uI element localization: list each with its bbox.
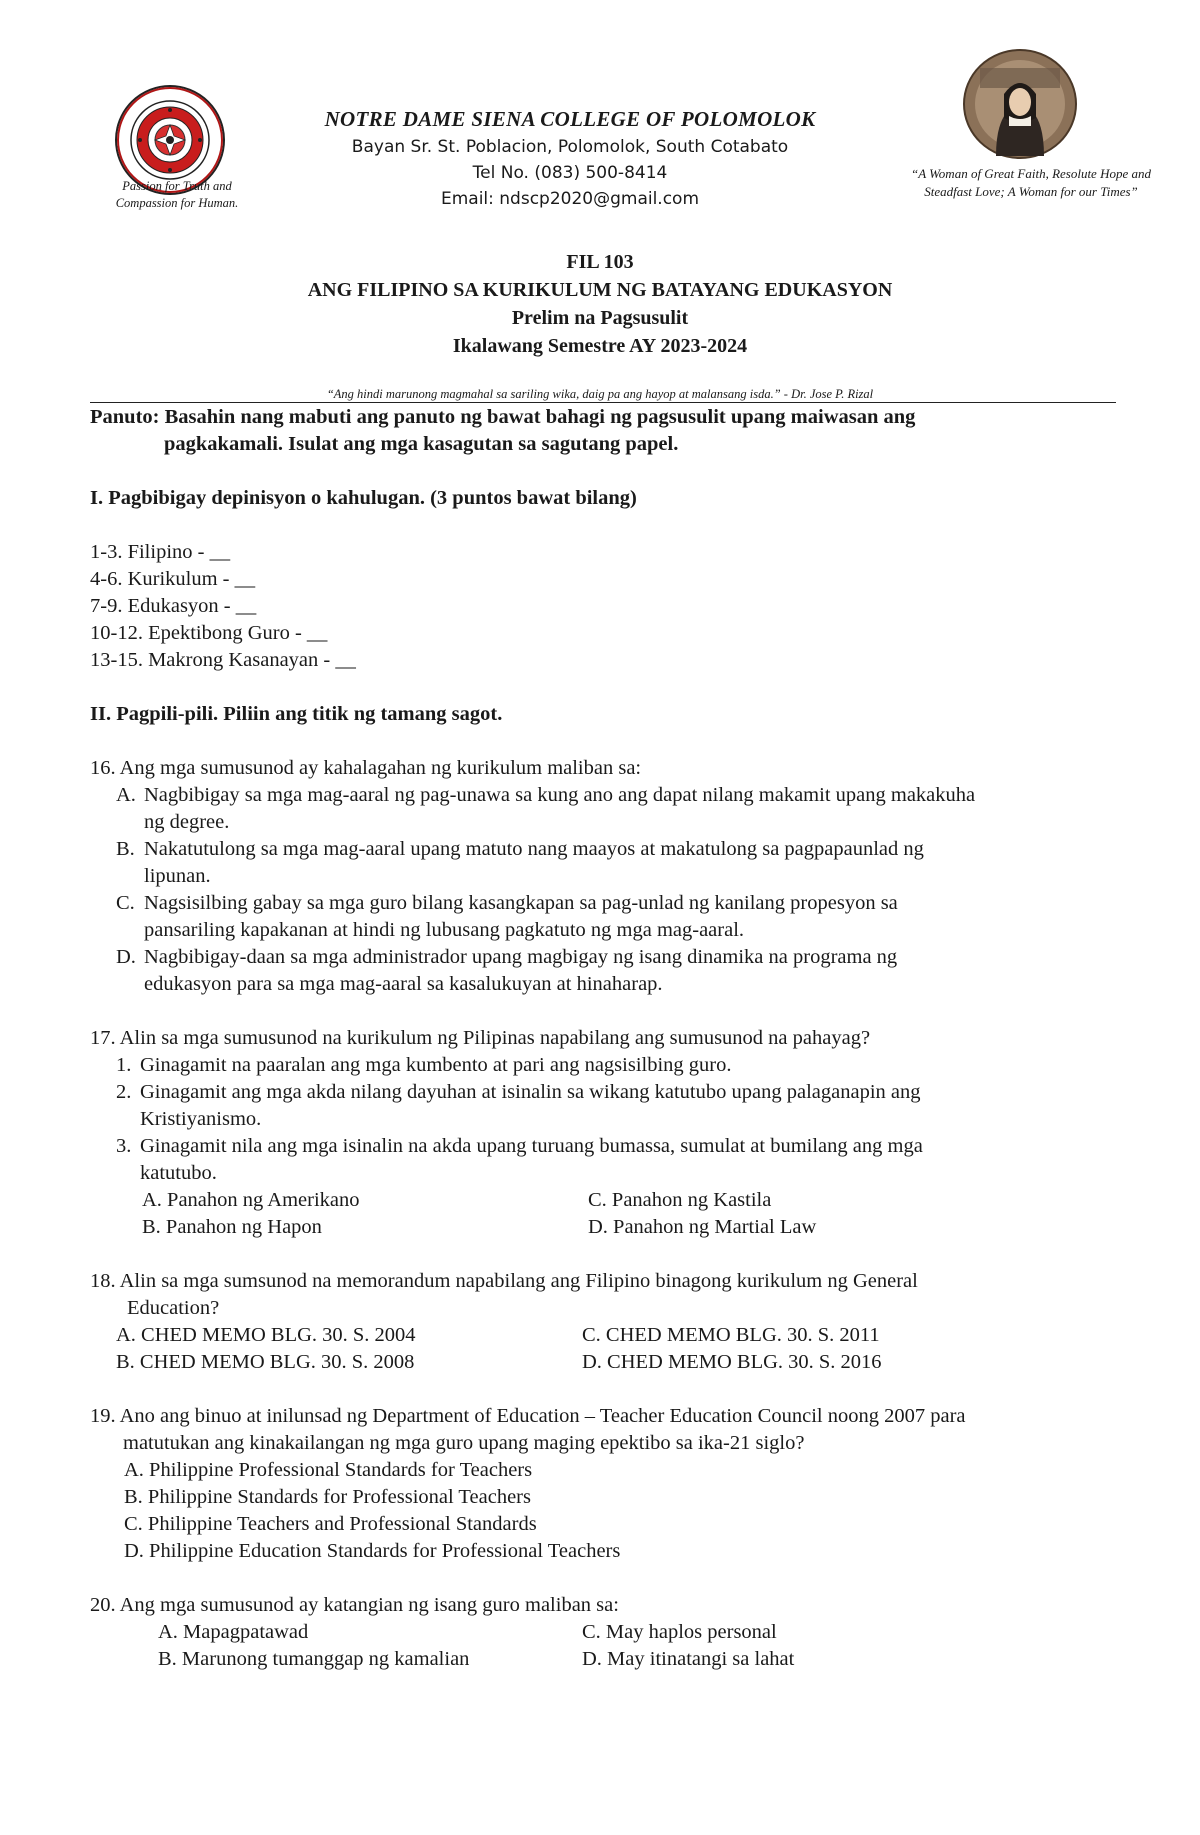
school-email: Email: ndscp2020@gmail.com — [440, 189, 700, 209]
college-motto — [92, 178, 262, 212]
q19-options — [90, 1457, 1120, 1565]
q20-choice-a: A. Mapagpatawad — [158, 1621, 309, 1643]
option-text: ng degree. — [144, 811, 230, 833]
option-text: edukasyon para sa mga mag-aaral sa kasalukuyan at hinaharap. — [144, 973, 663, 995]
q17-statements — [90, 1052, 1120, 1187]
statement-label: 1. — [116, 1054, 132, 1076]
q20-choices — [90, 1619, 1120, 1673]
school-name: NOTRE DAME SIENA COLLEGE OF POLOMOLOK — [324, 107, 816, 131]
exam-name: Prelim na Pagsusulit — [511, 307, 689, 329]
option-text: Nagbibigay sa mga mag-aaral ng pag-unawa sa kung ano ang dapat nilang makamit upang makakuha — [144, 784, 976, 806]
q17-stem: 17. Alin sa mga sumusunod na kurikulum ng Pilipinas napabilang ang sumusunod na pahayag? — [90, 1027, 871, 1049]
statement-label: 3. — [116, 1135, 132, 1157]
instructions — [90, 404, 1120, 431]
q18-stem-cont: Education? — [127, 1297, 220, 1319]
part1-item: 13-15. Makrong Kasanayan - __ — [90, 649, 356, 671]
instructions-text: Basahin nang mabuti ang panuto ng bawat bahagi ng pagsusulit upang maiwasan ang — [159, 406, 916, 428]
exam-body — [90, 404, 1120, 1673]
option-label: A. — [116, 784, 136, 806]
school-address: Bayan Sr. St. Poblacion, Polomolok, South Cotabato — [351, 137, 789, 157]
statement-text: Kristiyanismo. — [140, 1108, 262, 1130]
instructions-cont: pagkakamali. Isulat ang mga kasagutan sa sagutang papel. — [164, 433, 679, 455]
option-label: B. — [116, 838, 135, 860]
instructions-label: Panuto: — [90, 406, 160, 428]
q19-option-b: B. Philippine Standards for Professional Teachers — [124, 1486, 531, 1508]
q19-stem: 19. Ano ang binuo at inilunsad ng Department of Education – Teacher Education Council noong 2007 para — [90, 1405, 966, 1427]
q18-choice-c: C. CHED MEMO BLG. 30. S. 2011 — [582, 1324, 880, 1346]
q20-choice-c: C. May haplos personal — [582, 1621, 777, 1643]
motto-line: Compassion for Human. — [115, 196, 239, 210]
q18-choice-d: D. CHED MEMO BLG. 30. S. 2016 — [582, 1351, 882, 1373]
q17-choices — [90, 1187, 1120, 1241]
q17-statement-3 — [116, 1133, 1120, 1187]
exam-term: Ikalawang Semestre AY 2023-2024 — [452, 335, 748, 357]
rizal-quote: “Ang hindi marunong magmahal sa sariling wika, daig pa ang hayop at malansang isda.” - Dr. Jose P. Rizal — [326, 387, 874, 401]
q20-stem: 20. Ang mga sumusunod ay katangian ng isang guro maliban sa: — [90, 1594, 619, 1616]
patron-portrait — [962, 48, 1078, 160]
q17-statement-1 — [116, 1052, 1120, 1079]
option-text: Nagsisilbing gabay sa mga guro bilang kasangkapan sa pag-unlad ng kanilang propesyon sa — [144, 892, 898, 914]
motto-line: Steadfast Love; A Woman for our Times” — [924, 184, 1138, 199]
q16-option-c — [116, 890, 1120, 944]
q19-option-a: A. Philippine Professional Standards for Teachers — [124, 1459, 533, 1481]
q20-choice-d: D. May itinatangi sa lahat — [582, 1648, 795, 1670]
part1-heading: I. Pagbibigay depinisyon o kahulugan. (3 puntos bawat bilang) — [90, 487, 637, 509]
q19-option-d: D. Philippine Education Standards for Professional Teachers — [124, 1540, 621, 1562]
course-subject: ANG FILIPINO SA KURIKULUM NG BATAYANG EDUKASYON — [307, 279, 893, 301]
q16-options — [90, 782, 1120, 998]
option-label: D. — [116, 946, 136, 968]
part1-item: 10-12. Epektibong Guro - __ — [90, 622, 328, 644]
q17-choice-c: C. Panahon ng Kastila — [588, 1189, 772, 1211]
option-label: C. — [116, 892, 135, 914]
q17-choice-a: A. Panahon ng Amerikano — [142, 1189, 360, 1211]
statement-text: Ginagamit nila ang mga isinalin na akda upang turuang bumassa, sumulat at bumilang ang mga — [140, 1135, 923, 1157]
q18-choice-a: A. CHED MEMO BLG. 30. S. 2004 — [116, 1324, 416, 1346]
statement-text: katutubo. — [140, 1162, 217, 1184]
q16-option-d — [116, 944, 1120, 998]
divider — [90, 402, 1116, 403]
option-text: Nakatutulong sa mga mag-aaral upang matuto nang maayos at makatulong sa pagpapaunlad ng — [144, 838, 924, 860]
q18-stem: 18. Alin sa mga sumsunod na memorandum napabilang ang Filipino binagong kurikulum ng General — [90, 1270, 918, 1292]
motto-line: “A Woman of Great Faith, Resolute Hope and — [910, 166, 1151, 181]
part1-item: 1-3. Filipino - __ — [90, 541, 231, 563]
statement-text: Ginagamit na paaralan ang mga kumbento at pari ang nagsisilbing guro. — [140, 1054, 732, 1076]
q17-choice-b: B. Panahon ng Hapon — [142, 1216, 322, 1238]
patron-motto — [888, 165, 1174, 201]
school-tel: Tel No. (083) 500-8414 — [472, 163, 668, 183]
q20-choice-b: B. Marunong tumanggap ng kamalian — [158, 1648, 470, 1670]
q16-option-b — [116, 836, 1120, 890]
q17-statement-2 — [116, 1079, 1120, 1133]
q18-choices — [90, 1322, 1120, 1376]
school-header — [280, 104, 860, 212]
option-text: pansariling kapakanan at hindi ng lubusang pagkatuto ng mga mag-aaral. — [144, 919, 745, 941]
option-text: lipunan. — [144, 865, 211, 887]
q16-option-a — [116, 782, 1120, 836]
option-text: Nagbibigay-daan sa mga administrador upang magbigay ng isang dinamika na programa ng — [144, 946, 898, 968]
q19-option-c: C. Philippine Teachers and Professional Standards — [124, 1513, 537, 1535]
course-code: FIL 103 — [566, 251, 634, 273]
exam-title-block — [100, 248, 1100, 360]
q19-stem-cont: matutukan ang kinakailangan ng mga guro upang maging epektibo sa ika-21 siglo? — [123, 1432, 805, 1454]
q16-stem: 16. Ang mga sumusunod ay kahalagahan ng kurikulum maliban sa: — [90, 757, 642, 779]
statement-label: 2. — [116, 1081, 132, 1103]
part1-item: 4-6. Kurikulum - __ — [90, 568, 256, 590]
motto-line: Passion for Truth and — [122, 179, 232, 193]
q17-choice-d: D. Panahon ng Martial Law — [588, 1216, 817, 1238]
statement-text: Ginagamit ang mga akda nilang dayuhan at isinalin sa wikang katutubo upang palaganapin ang — [140, 1081, 921, 1103]
q18-choice-b: B. CHED MEMO BLG. 30. S. 2008 — [116, 1351, 415, 1373]
part2-heading: II. Pagpili-pili. Piliin ang titik ng tamang sagot. — [90, 703, 503, 725]
part1-item: 7-9. Edukasyon - __ — [90, 595, 257, 617]
